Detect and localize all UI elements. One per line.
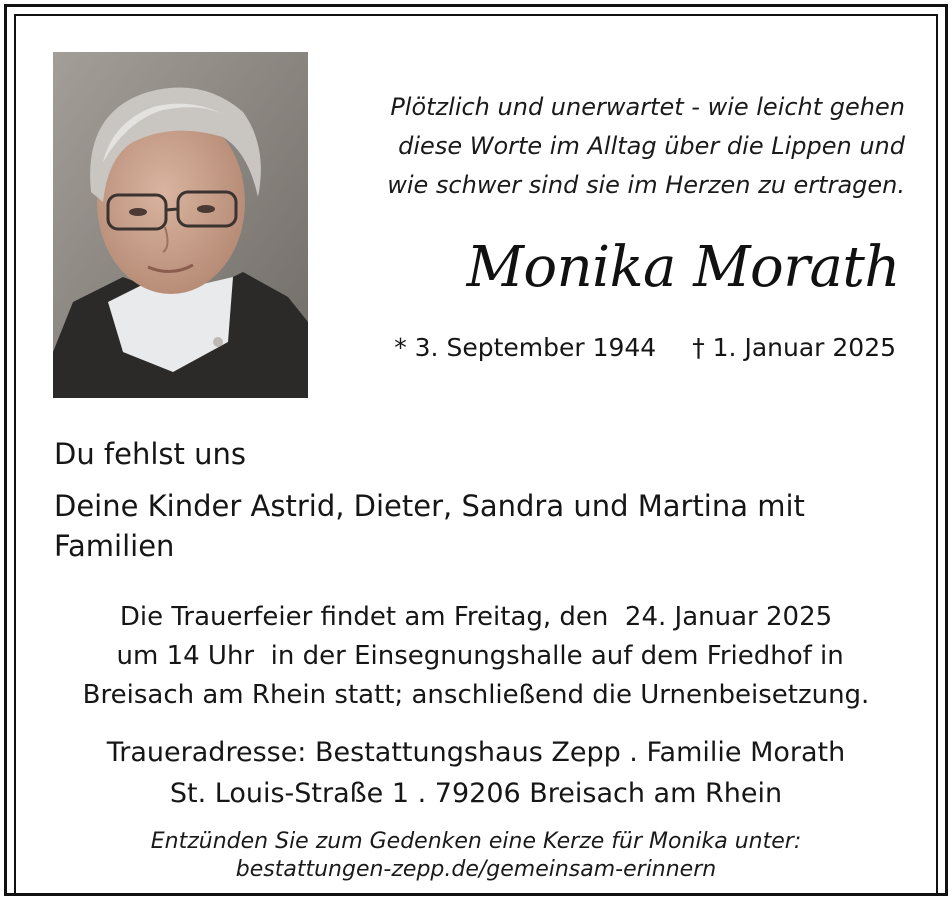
quote-line: diese Worte im Alltag über die Lippen und: [398, 132, 905, 160]
ceremony-line: Die Trauerfeier findet am Freitag, den 24. Januar 2025: [119, 602, 833, 632]
family-line: Familien: [54, 529, 175, 563]
opening-quote: [330, 88, 905, 205]
life-dates: [330, 330, 896, 366]
portrait-photo: [53, 52, 308, 398]
candle-line: Entzünden Sie zum Gedenken eine Kerze für Monika unter:: [150, 829, 802, 854]
address-line: St. Louis-Straße 1 . 79206 Breisach am Rhein: [169, 778, 783, 809]
candle-notice: [40, 828, 912, 884]
ceremony-line: um 14 Uhr in der Einsegnungshalle auf dem Friedhof in: [108, 641, 844, 671]
death-date: † 1. Januar 2025: [692, 333, 896, 362]
quote-line: Plötzlich und unerwartet - wie leicht gehen: [390, 93, 905, 121]
ceremony-line: Breisach am Rhein statt; anschließend die Urnenbeisetzung.: [82, 680, 870, 710]
miss-line: Du fehlst uns: [54, 437, 246, 471]
ceremony-info: [40, 598, 912, 715]
memorial-link[interactable]: bestattungen-zepp.de/gemeinsam-erinnern: [235, 857, 717, 882]
family-signature: [54, 486, 914, 566]
address-line: Traueradresse: Bestattungshaus Zepp . Familie Morath: [106, 737, 846, 768]
mourning-address: [40, 732, 912, 814]
deceased-name: Monika Morath: [466, 235, 900, 300]
quote-line: wie schwer sind sie im Herzen zu ertragen.: [387, 171, 905, 199]
family-line: Deine Kinder Astrid, Dieter, Sandra und Martina mit: [54, 489, 805, 523]
birth-date: * 3. September 1944: [394, 333, 657, 362]
